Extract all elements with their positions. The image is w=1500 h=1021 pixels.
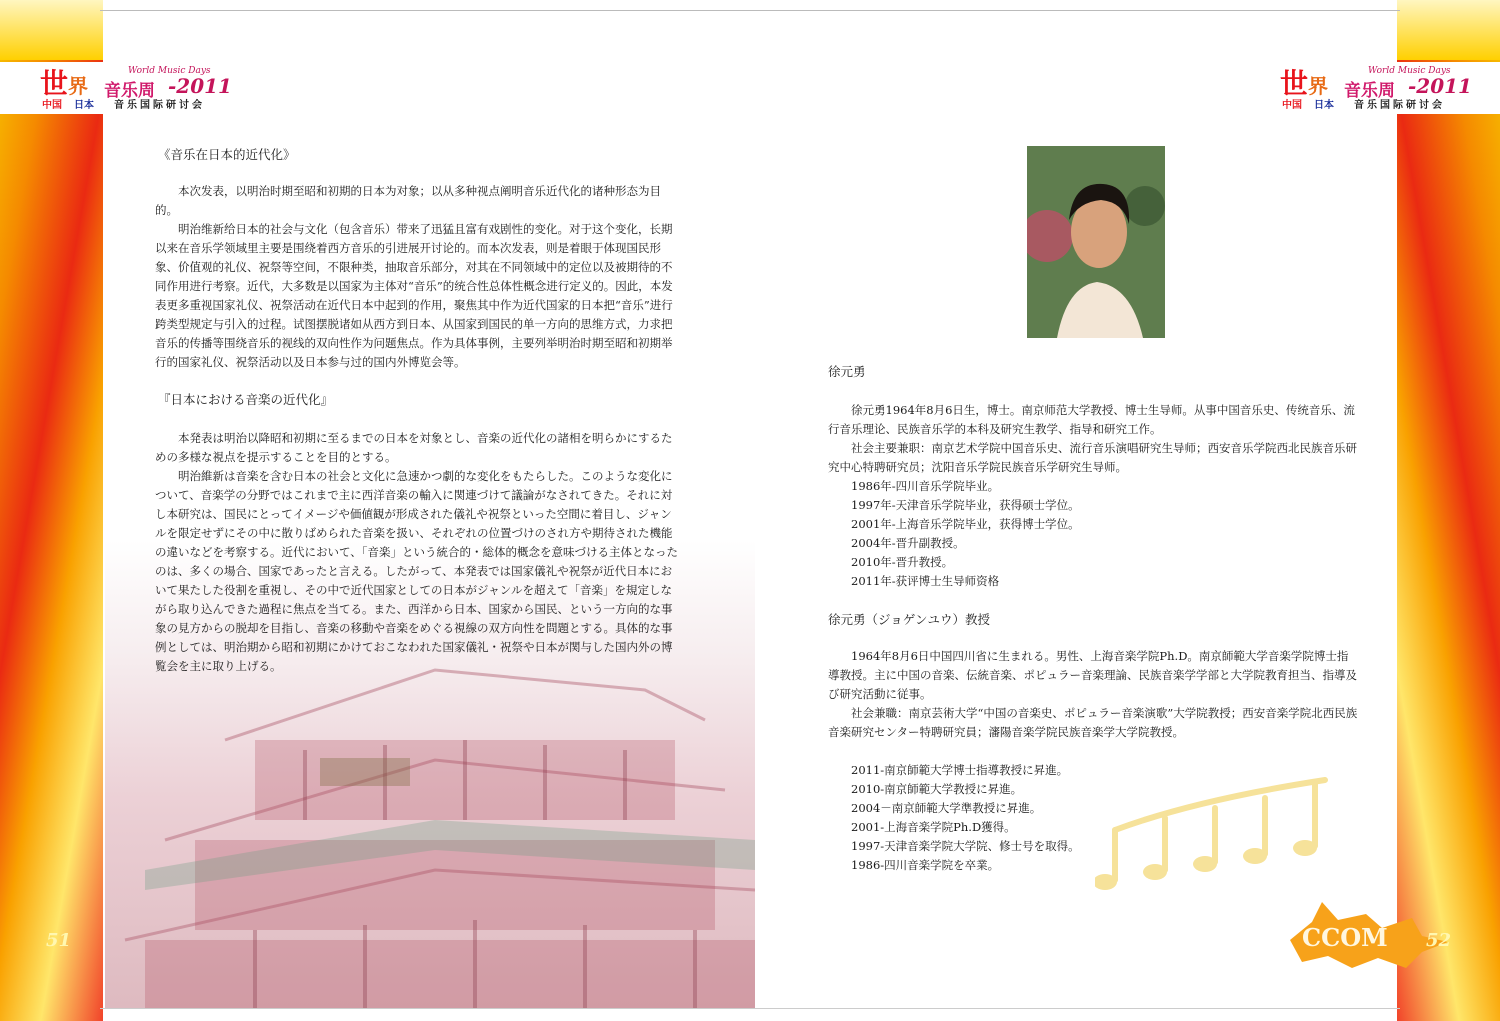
- timeline-cn-item: 1997年-天津音乐学院毕业，获得硕士学位。: [851, 498, 1080, 512]
- logo-left: [40, 62, 240, 114]
- left-paragraph-jp-2: 明治維新は音楽を含む日本の社会と文化に急速かつ劇的な変化をもたらした。このような変化について、音楽学の分野ではこれまで主に西洋音楽の輸入に関連づけて議論がなされてきた。それに対し本研究は、国民にとってイメージや価値観が形成された儀礼や祝祭といった空間に着目し、ジャンルを限定せずにその中に散りばめられた音楽を扱い、それぞれの位置づけのされ方や期待された機能の違いなどを考察する。近代において、「音楽」という統合的・総体的概念を意味づける主体となったのは、多くの場合、国家であったと言える。したがって、本発表では国家儀礼や祝祭が近代日本において果たした役割を重視し、その中で近代国家としての日本がジャンルを超えて「音楽」を規定しながら取り込んできた過程に焦点を当てる。また、西洋から日本、国家から国民、という一方向的な事象の見方からの脱却を目指し、音楽の移動や音楽をめぐる視線の双方向性を問題とする。具体的な事例としては、明治期から昭和初期にかけておこなわれた国家儀礼・祝祭や日本が関与した国内外の博覧会を主に取り上げる。: [155, 469, 679, 673]
- logo-year: -2011: [168, 74, 232, 98]
- timeline-jp-item: 2001-上海音楽学院Ph.D獲得。: [851, 820, 1016, 834]
- timeline-cn-item: 2004年-晋升副教授。: [851, 536, 965, 550]
- left-paragraph-cn-2: 明治维新给日本的社会与文化（包含音乐）带来了迅猛且富有戏剧性的变化。对于这个变化，长期以来在音乐学领域里主要是围绕着西方音乐的引进展开讨论的。而本次发表，则是着眼于体现国民形象、价值观的礼仪、祝祭等空间，不限种类，抽取音乐部分，对其在不同领域中的定位以及被期待的不同作用进行考察。近代，大多数是以国家为主体对“音乐”的统合性总体性概念进行定义的。因此，本发表更多重视国家礼仪、祝祭活动在近代日本中起到的作用，聚焦其中作为近代国家的日本把“音乐”进行跨类型规定与引入的过程。试图摆脱诸如从西方到日本、从国家到国民的单一方向的思维方式，力求把音乐的传播等围绕音乐的视线的双向性作为问题焦点。作为具体事例，主要列举明治时期至昭和初期举行的国家礼仪、祝祭活动以及日本参与过的国内外博览会等。: [155, 222, 673, 369]
- timeline-cn-item: 1986年-四川音乐学院毕业。: [851, 479, 1000, 493]
- logo-right: [1280, 62, 1480, 114]
- timeline-cn-item: 2010年-晋升教授。: [851, 555, 954, 569]
- right-flame-top: [1397, 0, 1500, 60]
- right-bio-jp: [828, 647, 1358, 742]
- logo-japan: 日本: [1314, 100, 1334, 111]
- logo-shi: 世界: [40, 67, 89, 100]
- logo-conference: 音乐国际研讨会: [114, 100, 205, 111]
- timeline-cn-item: 2001年-上海音乐学院毕业，获得博士学位。: [851, 517, 1080, 531]
- left-title-cn: 《音乐在日本的近代化》: [158, 147, 296, 162]
- right-bio-cn: [828, 401, 1358, 591]
- timeline-jp-item: 2010-南京師範大学教授に昇進。: [851, 782, 1023, 796]
- logo-world-music-days: World Music Days: [128, 66, 211, 76]
- left-body-cn: [155, 182, 681, 372]
- left-paragraph-jp-1: 本発表は明治以降昭和初期に至るまでの日本を対象とし、音楽の近代化の諸相を明らかにするための多様な視点を提示することを目的とする。: [155, 431, 673, 464]
- timeline-cn-item: 2011年-获评博士生导师资格: [851, 574, 1000, 588]
- right-bio-jp-1: 1964年8月6日中国四川省に生まれる。男性、上海音楽学院Ph.D。南京師範大学音楽学院博士指導教授。主に中国の音楽、伝統音楽、ポピュラー音楽理論、民族音楽学学部と大学院教育担当、指導及び研究活動に従事。: [828, 649, 1357, 701]
- logo-shi: 世界: [1280, 67, 1329, 100]
- logo-music-week: 音乐周: [1344, 81, 1395, 101]
- logo-music-week: 音乐周: [104, 81, 155, 101]
- right-bio-jp-2: 社会兼職：南京芸術大学“中国の音楽史、ポピュラー音楽演歌”大学院教授；西安音楽学院北西民族音楽研究センター特聘研究員；瀋陽音楽学院民族音楽学大学院教授。: [828, 706, 1358, 739]
- timeline-jp-item: 1997-天津音楽学院大学院、修士号を取得。: [851, 839, 1080, 853]
- logo-conference: 音乐国际研讨会: [1354, 100, 1445, 111]
- portrait-drawing: [1027, 146, 1165, 338]
- portrait-photo: [1027, 146, 1165, 338]
- right-flame-decoration: [1397, 0, 1500, 1021]
- left-body-jp: [155, 429, 681, 676]
- timeline-jp-item: 2004－南京師範大学準教授に昇進。: [851, 801, 1042, 815]
- left-title-jp: 『日本における音楽の近代化』: [158, 392, 334, 407]
- logo-world-music-days: World Music Days: [1368, 66, 1451, 76]
- top-rule: [100, 10, 1400, 11]
- page-number-left: 51: [46, 930, 72, 951]
- ccom-text: CCOM: [1302, 923, 1388, 952]
- logo-japan: 日本: [74, 100, 94, 111]
- music-notes-decoration: [1095, 770, 1335, 900]
- page-number-right: 52: [1426, 930, 1452, 951]
- timeline-jp-item: 2011-南京師範大学博士指導教授に昇進。: [851, 763, 1069, 777]
- bottom-rule: [100, 1008, 1400, 1009]
- left-paragraph-cn-1: 本次发表，以明治时期至昭和初期的日本为对象；以从多种视点阐明音乐近代化的诸种形态为目的。: [155, 184, 661, 217]
- logo-year: -2011: [1408, 74, 1472, 98]
- right-name-cn: 徐元勇: [828, 364, 866, 379]
- logo-china: 中国: [1282, 100, 1302, 111]
- timeline-jp-item: 1986-四川音楽学院を卒業。: [851, 858, 1000, 872]
- left-flame-top: [0, 0, 103, 60]
- right-name-jp: 徐元勇（ジョゲンユウ）教授: [828, 612, 991, 627]
- right-bio-cn-1: 徐元勇1964年8月6日生，博士。南京师范大学教授、博士生导师。从事中国音乐史、传统音乐、流行音乐理论、民族音乐学的本科及研究生教学、指导和研究工作。: [828, 403, 1355, 436]
- right-bio-cn-2: 社会主要兼职：南京艺术学院中国音乐史、流行音乐演唱研究生导师；西安音乐学院西北民族音乐研究中心特聘研究员；沈阳音乐学院民族音乐学研究生导师。: [828, 441, 1357, 474]
- left-flame-decoration: [0, 0, 103, 1021]
- logo-china: 中国: [42, 100, 62, 111]
